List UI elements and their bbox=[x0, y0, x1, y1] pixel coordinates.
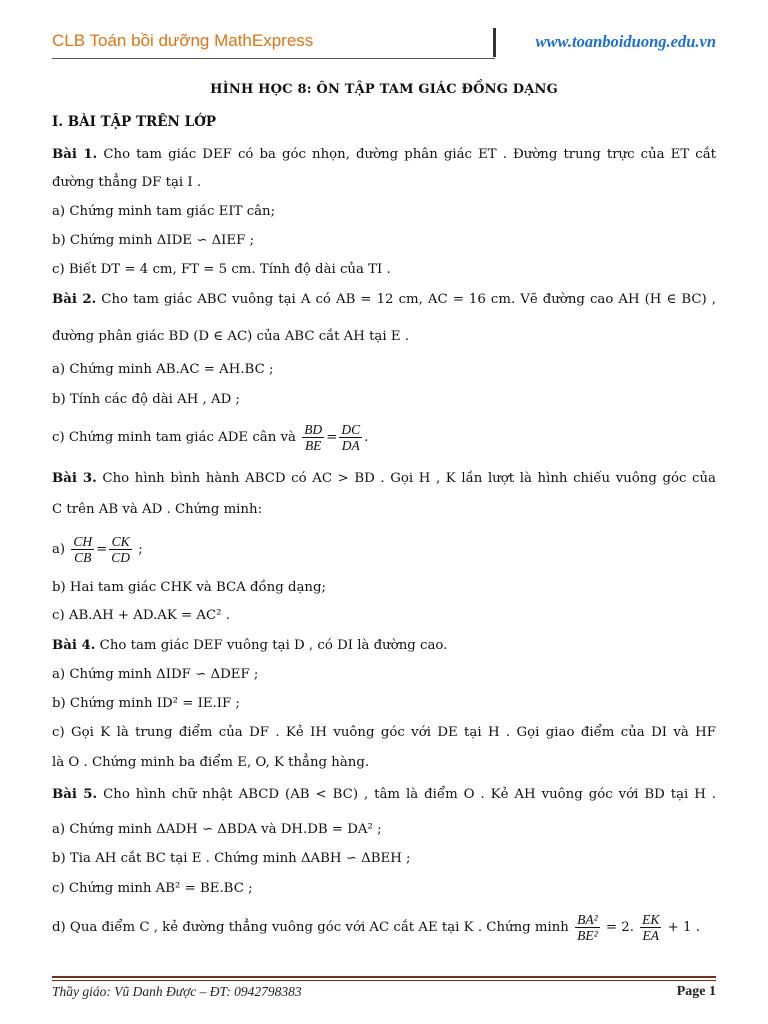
line-text: Cho tam giác DEF có ba góc nhọn, đường phân giác ET . Đường trung trực của ET cắt bbox=[97, 147, 717, 162]
line-text: . bbox=[364, 430, 369, 445]
fraction bbox=[109, 534, 132, 565]
line-text: ; bbox=[134, 542, 143, 557]
exercise-line bbox=[52, 579, 716, 597]
exercise-line bbox=[52, 470, 716, 488]
exercise-line bbox=[52, 724, 716, 742]
exercise-line bbox=[52, 203, 716, 221]
page-header bbox=[52, 28, 716, 58]
exercise-line bbox=[52, 174, 716, 192]
exercise-line-b2c: c) Chứng minh tam giác ADE cân và $\frac{BD}{BE}$ = $\frac{DC}{DA}$ . bbox=[52, 422, 369, 453]
exercise-line bbox=[52, 607, 716, 625]
numerator: BA² bbox=[577, 912, 598, 927]
exercise-line bbox=[52, 146, 716, 164]
website-link[interactable]: www.toanboiduong.edu.vn bbox=[535, 32, 716, 51]
line-text: a) Chứng minh tam giác EIT cân; bbox=[52, 204, 276, 219]
line-text: a) bbox=[52, 542, 70, 557]
numerator: CH bbox=[73, 534, 93, 549]
exercise-line bbox=[52, 821, 716, 839]
section-heading: I. BÀI TẬP TRÊN LỚP bbox=[52, 114, 216, 130]
exercise-label: Bài 2. bbox=[52, 292, 97, 307]
denominator: CB bbox=[74, 550, 92, 565]
line-text: b) Tia AH cắt BC tại E . Chứng minh ΔABH ∽ ΔBEH ; bbox=[52, 851, 411, 866]
fraction bbox=[640, 912, 661, 943]
exercise-line bbox=[52, 361, 716, 379]
line-text: Cho hình bình hành ABCD có AC > BD . Gọi H , K lần lượt là hình chiếu vuông góc của bbox=[96, 471, 716, 486]
exercise-label: Bài 4. bbox=[52, 638, 96, 653]
exercise-label: Bài 3. bbox=[52, 471, 97, 486]
numerator: CK bbox=[109, 534, 132, 550]
footer-rule bbox=[52, 976, 716, 978]
line-text: c) Chứng minh tam giác ADE cân và bbox=[52, 430, 301, 445]
footer-rule-thin bbox=[52, 980, 716, 981]
line-text: b) Chứng minh ΔIDE ∽ ΔIEF ; bbox=[52, 233, 255, 248]
line-text: Cho hình chữ nhật ABCD (AB < BC) , tâm là điểm O . Kẻ AH vuông góc với BD tại H . bbox=[97, 787, 716, 802]
line-text: c) Gọi K là trung điểm của DF . Kẻ IH vuông góc với DE tại H . Gọi giao điểm của DI và HF bbox=[52, 725, 716, 740]
line-text: đường thẳng DF tại I . bbox=[52, 175, 202, 190]
page-title: HÌNH HỌC 8: ÔN TẬP TAM GIÁC ĐỒNG DẠNG bbox=[210, 82, 558, 97]
footer-teacher: Thầy giáo: Vũ Danh Được – ĐT: 0942798383 bbox=[52, 984, 302, 999]
numerator: EK bbox=[642, 912, 660, 927]
numerator: DC bbox=[341, 422, 361, 437]
exercise-label: Bài 5. bbox=[52, 787, 98, 802]
line-text: Cho tam giác DEF vuông tại D , có DI là đường cao. bbox=[95, 638, 448, 653]
line-text: là O . Chứng minh ba điểm E, O, K thẳng hàng. bbox=[52, 755, 370, 770]
exercise-line bbox=[52, 695, 716, 713]
header-divider bbox=[493, 28, 496, 57]
exercise-line bbox=[52, 666, 716, 684]
line-text: c) Chứng minh AB² = BE.BC ; bbox=[52, 881, 253, 896]
exercise-line bbox=[52, 232, 716, 250]
exercise-line bbox=[52, 328, 716, 346]
line-text: d) Qua điểm C , kẻ đường thẳng vuông góc với AC cắt AE tại K . Chứng minh bbox=[52, 920, 574, 935]
header-underline bbox=[52, 58, 495, 59]
numerator: BD bbox=[304, 422, 323, 437]
denominator: EA bbox=[642, 928, 660, 943]
fraction bbox=[302, 422, 324, 453]
exercise-line bbox=[52, 291, 716, 309]
line-text: b) Hai tam giác CHK và BCA đồng dạng; bbox=[52, 580, 326, 595]
fraction bbox=[339, 422, 362, 453]
line-text: C trên AB và AD . Chứng minh: bbox=[52, 502, 263, 517]
exercise-line bbox=[52, 501, 716, 519]
exercise-line bbox=[52, 261, 716, 279]
exercise-line bbox=[52, 850, 716, 868]
club-name: CLB Toán bồi dưỡng MathExpress bbox=[52, 31, 314, 50]
line-text: Cho tam giác ABC vuông tại A có AB = 12 cm, AC = 16 cm. Vẽ đường cao AH (H ∈ BC) , bbox=[96, 292, 716, 307]
denominator: BE² bbox=[577, 928, 598, 943]
exercise-line bbox=[52, 754, 716, 772]
exercise-line-b5d bbox=[52, 912, 716, 943]
fraction bbox=[575, 912, 600, 943]
exercise-label: Bài 1. bbox=[52, 147, 98, 162]
line-text: đường phân giác BD (D ∈ AC) của ABC cắt AH tại E . bbox=[52, 329, 410, 344]
exercise-line bbox=[52, 786, 716, 804]
line-text: c) Biết DT = 4 cm, FT = 5 cm. Tính độ dài của TI . bbox=[52, 262, 391, 277]
denominator: DA bbox=[341, 438, 360, 453]
exercise-line-b3a: a) $\frac{CH}{CB}$ = $\frac{CK}{CD}$ ; bbox=[52, 534, 143, 565]
line-text: a) Chứng minh ΔIDF ∽ ΔDEF ; bbox=[52, 667, 259, 682]
fraction bbox=[71, 534, 94, 565]
line-text: = 2. bbox=[601, 920, 639, 935]
denominator: BE bbox=[304, 438, 322, 453]
denominator: CD bbox=[111, 550, 131, 565]
exercise-line bbox=[52, 880, 716, 898]
line-text: b) Tính các độ dài AH , AD ; bbox=[52, 392, 240, 407]
line-text: a) Chứng minh AB.AC = AH.BC ; bbox=[52, 362, 274, 377]
page-number: Page 1 bbox=[676, 984, 716, 999]
exercise-line bbox=[52, 637, 716, 655]
line-text: a) Chứng minh ΔADH ∽ ΔBDA và DH.DB = DA² ; bbox=[52, 822, 382, 837]
line-text: + 1 . bbox=[663, 920, 700, 935]
line-text: c) AB.AH + AD.AK = AC² . bbox=[52, 608, 230, 623]
exercise-line bbox=[52, 391, 716, 409]
line-text: b) Chứng minh ID² = IE.IF ; bbox=[52, 696, 240, 711]
